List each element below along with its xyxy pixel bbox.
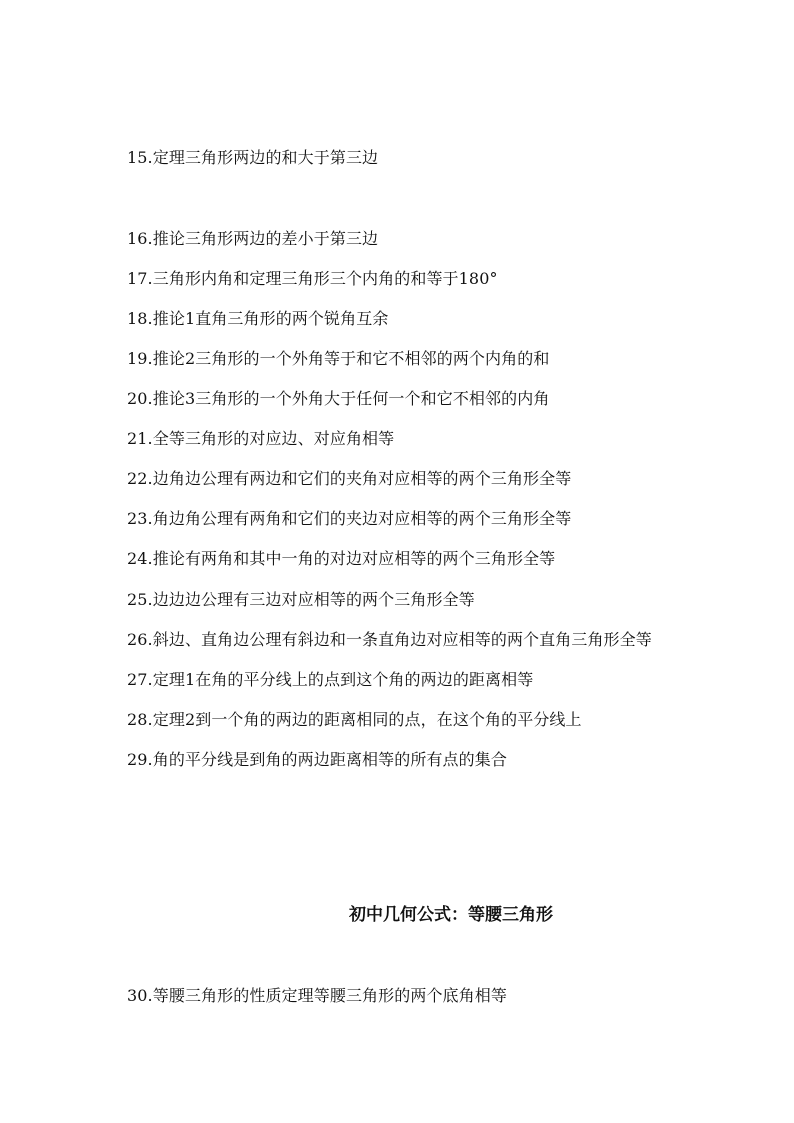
theorem-item-27: 27.定理1在角的平分线上的点到这个角的两边的距离相等 [127, 670, 534, 689]
theorem-item-17: 17.三角形内角和定理三角形三个内角的和等于180° [127, 269, 498, 288]
theorem-item-28: 28.定理2到一个角的两边的距离相同的点，在这个角的平分线上 [127, 710, 582, 729]
theorem-item-19: 19.推论2三角形的一个外角等于和它不相邻的两个内角的和 [127, 349, 550, 368]
theorem-item-16: 16.推论三角形两边的差小于第三边 [127, 229, 379, 248]
theorem-item-29: 29.角的平分线是到角的两边距离相等的所有点的集合 [127, 750, 507, 769]
theorem-item-23: 23.角边角公理有两角和它们的夹边对应相等的两个三角形全等 [127, 509, 572, 528]
theorem-item-15: 15.定理三角形两边的和大于第三边 [127, 148, 379, 167]
theorem-item-22: 22.边角边公理有两边和它们的夹角对应相等的两个三角形全等 [127, 469, 572, 488]
theorem-item-26: 26.斜边、直角边公理有斜边和一条直角边对应相等的两个直角三角形全等 [127, 630, 652, 649]
theorem-item-21: 21.全等三角形的对应边、对应角相等 [127, 429, 395, 448]
theorem-item-18: 18.推论1直角三角形的两个锐角互余 [127, 309, 389, 328]
theorem-item-25: 25.边边边公理有三边对应相等的两个三角形全等 [127, 590, 475, 609]
section-heading: 初中几何公式：等腰三角形 [349, 905, 553, 925]
theorem-item-24: 24.推论有两角和其中一角的对边对应相等的两个三角形全等 [127, 549, 556, 568]
theorem-item-20: 20.推论3三角形的一个外角大于任何一个和它不相邻的内角 [127, 389, 550, 408]
theorem-item-30: 30.等腰三角形的性质定理等腰三角形的两个底角相等 [127, 986, 507, 1005]
